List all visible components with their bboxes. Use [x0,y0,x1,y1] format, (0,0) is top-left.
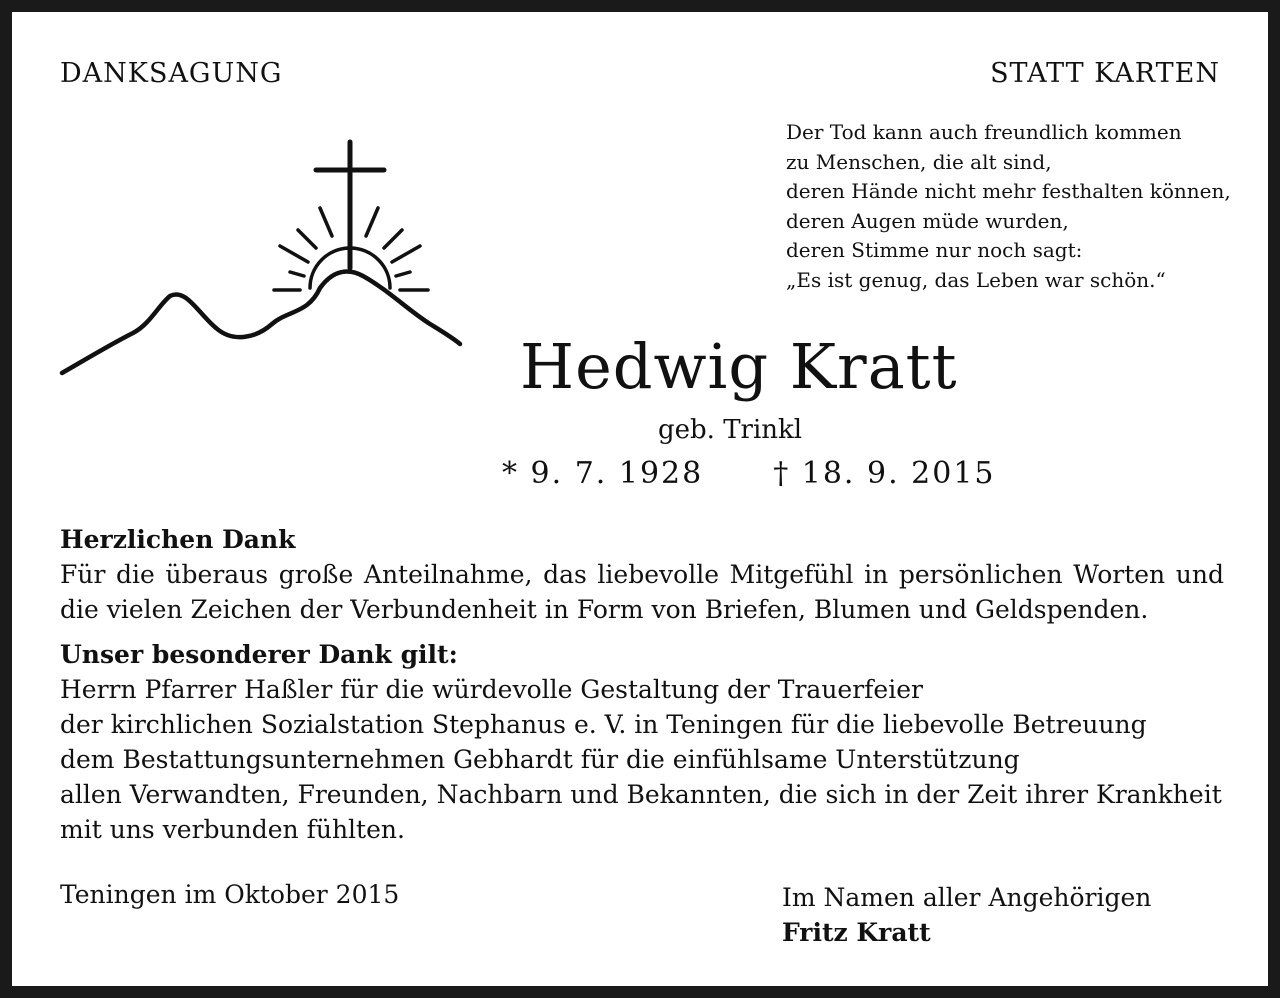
special-thanks-line: der kirchlichen Sozialstation Stephanus e. V. in Teningen für die liebevolle Betreuung [60,710,1147,739]
thanks-text: Für die überaus große Anteilnahme, das liebevolle Mitgefühl in persönlichen Worten und die vielen Zeichen der Verbundenheit in Form von Briefen, Blumen und Geldspenden. [60,560,1224,624]
thanks-heading: Herzlichen Dank [60,525,296,554]
birth-name: geb. Trinkl [658,415,803,445]
special-thanks-line: allen Verwandten, Freunden, Nachbarn und Bekannten, die sich in der Zeit ihrer Krankheit mit uns verbunden fühlten. [60,780,1222,844]
death-date: † 18. 9. 2015 [773,456,996,491]
deceased-name: Hedwig Kratt [520,330,958,403]
danksagung-label: DANKSAGUNG [60,58,283,89]
birth-date: * 9. 7. 1928 [502,456,704,491]
special-thanks-heading: Unser besonderer Dank gilt: [60,640,458,669]
poem [786,118,1231,295]
poem-line: Der Tod kann auch freundlich kommen [786,120,1182,144]
signer-name: Fritz Kratt [782,918,931,947]
special-thanks-line: dem Bestattungsunternehmen Gebhardt für die einfühlsame Unterstützung [60,745,1020,774]
thanks-section [60,522,1224,847]
poem-line: deren Augen müde wurden, [786,208,1069,233]
poem-line: zu Menschen, die alt sind, [786,149,1052,174]
poem-line: deren Hände nicht mehr festhalten können, [786,179,1231,203]
signature-block [782,880,1151,950]
place-date: Teningen im Oktober 2015 [60,880,400,909]
cross-sunrise-mountain-icon [58,138,478,378]
statt-karten-label: STATT KARTEN [990,58,1220,89]
life-dates [502,456,996,491]
special-thanks-line: Herrn Pfarrer Haßler für die würdevolle Gestaltung der Trauerfeier [60,675,923,704]
on-behalf-text: Im Namen aller Angehörigen [782,883,1152,912]
poem-line: „Es ist genug, das Leben war schön.“ [786,267,1166,292]
obituary-card [12,12,1268,986]
poem-line: deren Stimme nur noch sagt: [786,238,1083,262]
